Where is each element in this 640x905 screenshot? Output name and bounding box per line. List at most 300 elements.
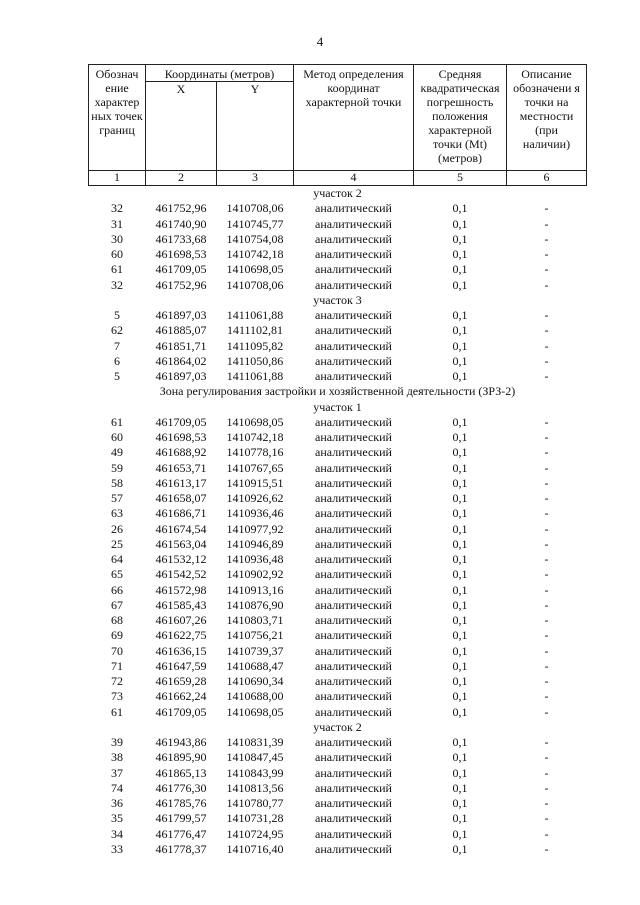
y-coordinate-cell: 1410913,16: [226, 582, 284, 597]
table-row: [89, 232, 587, 247]
description-cell: -: [544, 613, 549, 628]
description-cell: -: [544, 597, 549, 612]
y-coordinate-cell: 1411095,82: [226, 338, 284, 353]
description-cell: -: [544, 475, 549, 490]
header-x: X: [146, 82, 217, 171]
table-body: [89, 186, 587, 858]
error-cell: 0,1: [452, 780, 468, 795]
description-cell: -: [544, 796, 549, 811]
method-cell: аналитический: [315, 414, 392, 429]
point-id-cell: 25: [111, 536, 123, 551]
table-row: [89, 247, 587, 262]
table-row: [89, 522, 587, 537]
x-coordinate-cell: 461733,68: [155, 231, 207, 246]
header-method: Метод определения координат характерной точки: [294, 65, 414, 171]
table-row: [89, 415, 587, 430]
method-cell: аналитический: [315, 674, 392, 689]
header-coordinates: Координаты (метров): [146, 65, 294, 82]
y-coordinate-cell: 1410831,39: [226, 735, 284, 750]
table-row: [89, 781, 587, 796]
description-cell: -: [544, 704, 549, 719]
description-cell: -: [544, 780, 549, 795]
y-coordinate-cell: 1410767,65: [226, 460, 284, 475]
y-coordinate-cell: 1410803,71: [226, 613, 284, 628]
error-cell: 0,1: [452, 552, 468, 567]
x-coordinate-cell: 461647,59: [155, 658, 207, 673]
table-row: [89, 537, 587, 552]
x-coordinate-cell: 461572,98: [155, 582, 207, 597]
method-cell: аналитический: [315, 841, 392, 856]
error-cell: 0,1: [452, 658, 468, 673]
table-header: [89, 65, 587, 186]
method-cell: аналитический: [315, 552, 392, 567]
x-coordinate-cell: 461851,71: [155, 338, 207, 353]
description-cell: -: [544, 338, 549, 353]
error-cell: 0,1: [452, 475, 468, 490]
y-coordinate-cell: 1410936,46: [226, 506, 284, 521]
point-id-cell: 62: [111, 323, 123, 338]
x-coordinate-cell: 461709,05: [155, 262, 207, 277]
description-cell: -: [544, 491, 549, 506]
description-cell: -: [544, 262, 549, 277]
method-cell: аналитический: [315, 567, 392, 582]
x-coordinate-cell: 461709,05: [155, 704, 207, 719]
description-cell: -: [544, 628, 549, 643]
error-cell: 0,1: [452, 567, 468, 582]
y-coordinate-cell: 1410946,89: [226, 536, 284, 551]
point-id-cell: 61: [111, 704, 123, 719]
table-row: [89, 323, 587, 338]
error-cell: 0,1: [452, 262, 468, 277]
method-cell: аналитический: [315, 765, 392, 780]
error-cell: 0,1: [452, 674, 468, 689]
column-number-row: [89, 171, 587, 186]
column-number: 1: [89, 171, 146, 186]
table-row: [89, 552, 587, 567]
y-coordinate-cell: 1411102,81: [226, 323, 284, 338]
point-id-cell: 38: [111, 750, 123, 765]
method-cell: аналитический: [315, 826, 392, 841]
y-coordinate-cell: 1410977,92: [226, 521, 284, 536]
description-cell: -: [544, 308, 549, 323]
description-cell: -: [544, 353, 549, 368]
x-coordinate-cell: 461658,07: [155, 491, 207, 506]
table-row: [89, 705, 587, 720]
section-heading-row: [89, 720, 587, 735]
point-id-cell: 32: [111, 201, 123, 216]
y-coordinate-cell: 1410698,05: [226, 414, 284, 429]
y-coordinate-cell: 1410708,06: [226, 201, 284, 216]
y-coordinate-cell: 1410716,40: [226, 841, 284, 856]
y-coordinate-cell: 1410843,99: [226, 765, 284, 780]
table-row: [89, 278, 587, 293]
table-row: [89, 567, 587, 582]
point-id-cell: 61: [111, 414, 123, 429]
y-coordinate-cell: 1410742,18: [226, 247, 284, 262]
description-cell: -: [544, 552, 549, 567]
x-coordinate-cell: 461709,05: [155, 414, 207, 429]
x-coordinate-cell: 461776,30: [155, 780, 207, 795]
error-cell: 0,1: [452, 765, 468, 780]
section-heading: участок 2: [313, 719, 362, 734]
x-coordinate-cell: 461752,96: [155, 277, 207, 292]
y-coordinate-cell: 1410756,21: [226, 628, 284, 643]
x-coordinate-cell: 461542,52: [155, 567, 207, 582]
x-coordinate-cell: 461585,43: [155, 597, 207, 612]
x-coordinate-cell: 461785,76: [155, 796, 207, 811]
error-cell: 0,1: [452, 491, 468, 506]
method-cell: аналитический: [315, 201, 392, 216]
table-row: [89, 201, 587, 216]
header-y: Y: [217, 82, 294, 171]
method-cell: аналитический: [315, 597, 392, 612]
x-coordinate-cell: 461865,13: [155, 765, 207, 780]
section-heading-row: [89, 186, 587, 202]
method-cell: аналитический: [315, 323, 392, 338]
method-cell: аналитический: [315, 338, 392, 353]
method-cell: аналитический: [315, 689, 392, 704]
description-cell: -: [544, 765, 549, 780]
method-cell: аналитический: [315, 735, 392, 750]
description-cell: -: [544, 658, 549, 673]
point-id-cell: 58: [111, 475, 123, 490]
table-row: [89, 308, 587, 323]
error-cell: 0,1: [452, 811, 468, 826]
y-coordinate-cell: 1410778,16: [226, 445, 284, 460]
point-id-cell: 61: [111, 262, 123, 277]
table-row: [89, 750, 587, 765]
y-coordinate-cell: 1410690,34: [226, 674, 284, 689]
error-cell: 0,1: [452, 704, 468, 719]
error-cell: 0,1: [452, 460, 468, 475]
y-coordinate-cell: 1410754,08: [226, 231, 284, 246]
point-id-cell: 68: [111, 613, 123, 628]
table-row: [89, 827, 587, 842]
method-cell: аналитический: [315, 430, 392, 445]
column-number: 6: [507, 171, 587, 186]
x-coordinate-cell: 461698,53: [155, 247, 207, 262]
y-coordinate-cell: 1411061,88: [226, 369, 284, 384]
point-id-cell: 64: [111, 552, 123, 567]
method-cell: аналитический: [315, 643, 392, 658]
description-cell: -: [544, 826, 549, 841]
method-cell: аналитический: [315, 308, 392, 323]
method-cell: аналитический: [315, 628, 392, 643]
table-row: [89, 598, 587, 613]
method-cell: аналитический: [315, 780, 392, 795]
zone-heading: Зона регулирования застройки и хозяйственной деятельности (ЗРЗ-2): [159, 384, 516, 399]
y-coordinate-cell: 1410926,62: [226, 491, 284, 506]
error-cell: 0,1: [452, 323, 468, 338]
description-cell: -: [544, 323, 549, 338]
point-id-cell: 34: [111, 826, 123, 841]
table-row: [89, 689, 587, 704]
table-row: [89, 476, 587, 491]
point-id-cell: 70: [111, 643, 123, 658]
point-id-cell: 49: [111, 445, 123, 460]
x-coordinate-cell: 461607,26: [155, 613, 207, 628]
y-coordinate-cell: 1410876,90: [226, 597, 284, 612]
error-cell: 0,1: [452, 841, 468, 856]
description-cell: -: [544, 430, 549, 445]
y-coordinate-cell: 1410739,37: [226, 643, 284, 658]
error-cell: 0,1: [452, 643, 468, 658]
description-cell: -: [544, 750, 549, 765]
description-cell: -: [544, 460, 549, 475]
point-id-cell: 63: [111, 506, 123, 521]
point-id-cell: 35: [111, 811, 123, 826]
table-row: [89, 354, 587, 369]
y-coordinate-cell: 1410698,05: [226, 704, 284, 719]
description-cell: -: [544, 201, 549, 216]
table-row: [89, 583, 587, 598]
method-cell: аналитический: [315, 536, 392, 551]
point-id-cell: 36: [111, 796, 123, 811]
section-heading: участок 2: [313, 186, 362, 201]
coordinates-table: [88, 64, 587, 857]
table-row: [89, 613, 587, 628]
error-cell: 0,1: [452, 536, 468, 551]
error-cell: 0,1: [452, 369, 468, 384]
error-cell: 0,1: [452, 597, 468, 612]
y-coordinate-cell: 1410780,77: [226, 796, 284, 811]
point-id-cell: 37: [111, 765, 123, 780]
point-id-cell: 60: [111, 430, 123, 445]
point-id-cell: 39: [111, 735, 123, 750]
method-cell: аналитический: [315, 460, 392, 475]
error-cell: 0,1: [452, 613, 468, 628]
column-number: 2: [146, 171, 217, 186]
table-row: [89, 430, 587, 445]
point-id-cell: 6: [114, 353, 120, 368]
table-row: [89, 628, 587, 643]
x-coordinate-cell: 461653,71: [155, 460, 207, 475]
x-coordinate-cell: 461674,54: [155, 521, 207, 536]
method-cell: аналитический: [315, 231, 392, 246]
table-row: [89, 842, 587, 857]
method-cell: аналитический: [315, 445, 392, 460]
error-cell: 0,1: [452, 216, 468, 231]
x-coordinate-cell: 461885,07: [155, 323, 207, 338]
error-cell: 0,1: [452, 430, 468, 445]
description-cell: -: [544, 216, 549, 231]
point-id-cell: 5: [114, 308, 120, 323]
error-cell: 0,1: [452, 277, 468, 292]
point-id-cell: 26: [111, 521, 123, 536]
error-cell: 0,1: [452, 826, 468, 841]
method-cell: аналитический: [315, 658, 392, 673]
table-row: [89, 491, 587, 506]
x-coordinate-cell: 461532,12: [155, 552, 207, 567]
description-cell: -: [544, 506, 549, 521]
table-row: [89, 445, 587, 460]
x-coordinate-cell: 461659,28: [155, 674, 207, 689]
zone-heading-row: [89, 384, 587, 399]
y-coordinate-cell: 1410847,45: [226, 750, 284, 765]
x-coordinate-cell: 461895,90: [155, 750, 207, 765]
point-id-cell: 60: [111, 247, 123, 262]
error-cell: 0,1: [452, 338, 468, 353]
description-cell: -: [544, 841, 549, 856]
table-row: [89, 674, 587, 689]
description-cell: -: [544, 414, 549, 429]
column-number: 5: [414, 171, 507, 186]
method-cell: аналитический: [315, 262, 392, 277]
header-error: Средняя квадратическая погрешность положения характерной точки (Mt) (метров): [414, 65, 507, 171]
method-cell: аналитический: [315, 582, 392, 597]
y-coordinate-cell: 1411061,88: [226, 308, 284, 323]
y-coordinate-cell: 1410731,28: [226, 811, 284, 826]
y-coordinate-cell: 1410742,18: [226, 430, 284, 445]
method-cell: аналитический: [315, 353, 392, 368]
description-cell: -: [544, 369, 549, 384]
method-cell: аналитический: [315, 796, 392, 811]
table-row: [89, 461, 587, 476]
table-row: [89, 766, 587, 781]
point-id-cell: 74: [111, 780, 123, 795]
point-id-cell: 73: [111, 689, 123, 704]
error-cell: 0,1: [452, 628, 468, 643]
method-cell: аналитический: [315, 216, 392, 231]
y-coordinate-cell: 1410688,47: [226, 658, 284, 673]
y-coordinate-cell: 1410915,51: [226, 475, 284, 490]
point-id-cell: 69: [111, 628, 123, 643]
method-cell: аналитический: [315, 750, 392, 765]
table-row: [89, 735, 587, 750]
x-coordinate-cell: 461943,86: [155, 735, 207, 750]
method-cell: аналитический: [315, 475, 392, 490]
y-coordinate-cell: 1410708,06: [226, 277, 284, 292]
method-cell: аналитический: [315, 506, 392, 521]
description-cell: -: [544, 643, 549, 658]
x-coordinate-cell: 461752,96: [155, 201, 207, 216]
y-coordinate-cell: 1410698,05: [226, 262, 284, 277]
x-coordinate-cell: 461776,47: [155, 826, 207, 841]
point-id-cell: 30: [111, 231, 123, 246]
column-number: 3: [217, 171, 294, 186]
x-coordinate-cell: 461622,75: [155, 628, 207, 643]
error-cell: 0,1: [452, 201, 468, 216]
section-heading: участок 3: [313, 292, 362, 307]
error-cell: 0,1: [452, 689, 468, 704]
x-coordinate-cell: 461778,37: [155, 841, 207, 856]
x-coordinate-cell: 461864,02: [155, 353, 207, 368]
method-cell: аналитический: [315, 811, 392, 826]
method-cell: аналитический: [315, 613, 392, 628]
description-cell: -: [544, 231, 549, 246]
description-cell: -: [544, 277, 549, 292]
method-cell: аналитический: [315, 704, 392, 719]
section-heading-row: [89, 293, 587, 308]
y-coordinate-cell: 1410724,95: [226, 826, 284, 841]
error-cell: 0,1: [452, 521, 468, 536]
x-coordinate-cell: 461662,24: [155, 689, 207, 704]
point-id-cell: 72: [111, 674, 123, 689]
method-cell: аналитический: [315, 369, 392, 384]
point-id-cell: 31: [111, 216, 123, 231]
error-cell: 0,1: [452, 231, 468, 246]
y-coordinate-cell: 1410745,77: [226, 216, 284, 231]
point-id-cell: 59: [111, 460, 123, 475]
y-coordinate-cell: 1410813,56: [226, 780, 284, 795]
y-coordinate-cell: 1411050,86: [226, 353, 284, 368]
point-id-cell: 5: [114, 369, 120, 384]
point-id-cell: 67: [111, 597, 123, 612]
method-cell: аналитический: [315, 277, 392, 292]
description-cell: -: [544, 536, 549, 551]
description-cell: -: [544, 689, 549, 704]
section-heading: участок 1: [313, 399, 362, 414]
point-id-cell: 57: [111, 491, 123, 506]
table-row: [89, 796, 587, 811]
error-cell: 0,1: [452, 506, 468, 521]
point-id-cell: 66: [111, 582, 123, 597]
point-id-cell: 32: [111, 277, 123, 292]
x-coordinate-cell: 461740,90: [155, 216, 207, 231]
x-coordinate-cell: 461799,57: [155, 811, 207, 826]
y-coordinate-cell: 1410936,48: [226, 552, 284, 567]
table-row: [89, 262, 587, 277]
y-coordinate-cell: 1410902,92: [226, 567, 284, 582]
table-row: [89, 506, 587, 521]
header-point-designation: Обознач ение характер ных точек границ: [89, 65, 146, 171]
table-row: [89, 217, 587, 232]
point-id-cell: 33: [111, 841, 123, 856]
x-coordinate-cell: 461897,03: [155, 308, 207, 323]
x-coordinate-cell: 461897,03: [155, 369, 207, 384]
description-cell: -: [544, 445, 549, 460]
x-coordinate-cell: 461688,92: [155, 445, 207, 460]
column-number: 4: [294, 171, 414, 186]
description-cell: -: [544, 735, 549, 750]
y-coordinate-cell: 1410688,00: [226, 689, 284, 704]
method-cell: аналитический: [315, 491, 392, 506]
point-id-cell: 65: [111, 567, 123, 582]
description-cell: -: [544, 567, 549, 582]
table-row: [89, 369, 587, 384]
method-cell: аналитический: [315, 247, 392, 262]
error-cell: 0,1: [452, 353, 468, 368]
error-cell: 0,1: [452, 582, 468, 597]
error-cell: 0,1: [452, 796, 468, 811]
table-row: [89, 811, 587, 826]
x-coordinate-cell: 461636,15: [155, 643, 207, 658]
point-id-cell: 7: [114, 338, 120, 353]
x-coordinate-cell: 461563,04: [155, 536, 207, 551]
error-cell: 0,1: [452, 308, 468, 323]
header-description: Описание обозначени я точки на местности (при наличии): [507, 65, 587, 171]
x-coordinate-cell: 461686,71: [155, 506, 207, 521]
description-cell: -: [544, 521, 549, 536]
x-coordinate-cell: 461698,53: [155, 430, 207, 445]
description-cell: -: [544, 811, 549, 826]
error-cell: 0,1: [452, 735, 468, 750]
table-row: [89, 644, 587, 659]
error-cell: 0,1: [452, 445, 468, 460]
x-coordinate-cell: 461613,17: [155, 475, 207, 490]
page-number: 4: [316, 34, 324, 49]
description-cell: -: [544, 582, 549, 597]
error-cell: 0,1: [452, 750, 468, 765]
point-id-cell: 71: [111, 658, 123, 673]
table-row: [89, 659, 587, 674]
section-heading-row: [89, 400, 587, 415]
description-cell: -: [544, 247, 549, 262]
error-cell: 0,1: [452, 247, 468, 262]
table-row: [89, 339, 587, 354]
description-cell: -: [544, 674, 549, 689]
error-cell: 0,1: [452, 414, 468, 429]
